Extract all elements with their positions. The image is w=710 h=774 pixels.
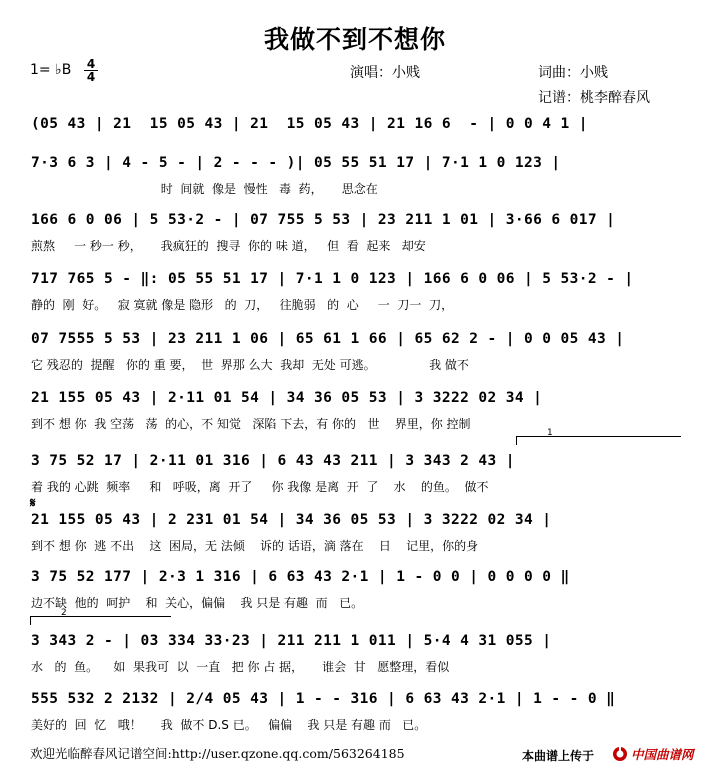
second-ending-bracket — [30, 608, 171, 625]
notation-line: 7·3 6 3 | 4 - 5 - | 2 - - - )| 05 55 51 17 | 7·1 1 0 123 | — [31, 155, 561, 171]
notation-line: 3 75 52 17 | 2·11 01 316 | 6 43 43 211 | 3 343 2 43 | — [31, 453, 515, 469]
time-signature-top: 4 — [84, 58, 98, 71]
lyric-line: 静的 刚 好。 寂 寞就 像是 隐形 的 刀， 往脆弱 的 心 一 刀一 刀， — [31, 298, 454, 312]
site-logo-icon — [612, 746, 628, 762]
composer-credit: 词曲：小贱 — [538, 65, 608, 81]
site-logo-text: 中国曲谱网 — [631, 747, 694, 762]
lyric-line: 到不 想 你 逃 不出 这 困局，无 法倾 诉的 话语，滴 落在 日 记里，你的身 — [31, 539, 479, 553]
lyric-line: 边不缺 他的 呵护 和 关心，偏偏 我 只是 有趣 而 已。 — [31, 596, 364, 610]
notation-line: 07 7555 5 53 | 23 211 1 06 | 65 61 1 66 | 65 62 2 - | 0 0 05 43 | — [31, 331, 625, 347]
time-signature-bottom: 4 — [86, 70, 96, 84]
notation-line: (05 43 | 21 15 05 43 | 21 15 05 43 | 21 16 6 - | 0 0 4 1 | — [31, 116, 588, 132]
notation-line: 21 155 05 43 | 2·11 01 54 | 34 36 05 53 | 3 3222 02 34 | — [31, 390, 543, 406]
notation-line: 3 343 2 - | 03 334 33·23 | 211 211 1 011 | 5·4 4 31 055 | — [31, 633, 552, 649]
site-logo[interactable] — [612, 745, 706, 763]
lyric-line: 到不 想 你 我 空荡 荡 的心，不 知觉 深陷 下去，有 你的 世 界里，你 控制 — [31, 417, 471, 431]
notation-line: 555 532 2 2132 | 2/4 05 43 | 1 - - 316 | 6 63 43 2·1 | 1 - - 0 ‖ — [31, 691, 616, 707]
key-signature: 1= ♭B — [30, 62, 72, 78]
notation-line: 717 765 5 - ‖: 05 55 51 17 | 7·1 1 0 123 | 166 6 0 06 | 5 53·2 - | — [31, 271, 634, 287]
singer-credit: 演唱：小贱 — [350, 65, 420, 81]
notation-line: 3 75 52 177 | 2·3 1 316 | 6 63 43 2·1 | 1 - 0 0 | 0 0 0 0 ‖ — [31, 569, 570, 585]
first-ending-label: 1 — [547, 428, 553, 438]
lyric-line: 着 我的 心跳 频率 和 呼吸，离 开了 你 我像 是离 开 了 水 的鱼。 做不 — [31, 480, 489, 494]
lyric-line: 它 残忍的 提醒 你的 重 要， 世 界那 么大 我却 无处 可逃。 我 做不 — [31, 358, 469, 372]
transcriber-credit: 记谱：桃李醉春风 — [538, 90, 650, 106]
lyric-line: 水 的 鱼。 如 果我可 以 一直 把 你 占 据， 谁会 甘 愿整理，看似 — [31, 660, 450, 674]
song-title: 我做不到不想你 — [263, 25, 446, 54]
welcome-text: 欢迎光临醉春风记谱空间:http://user.qzone.qq.com/563264185 — [30, 746, 405, 761]
upload-label: 本曲谱上传于 — [522, 749, 595, 763]
lyric-line: 煎熬 一 秒一 秒， 我疯狂的 搜寻 你的 味 道， 但 看 起来 却安 — [31, 239, 426, 253]
segno-sign: 𝄋 — [30, 496, 36, 511]
lyric-line: 美好的 回 忆 哦！ 我 做不 D.S 已。 偏偏 我 只是 有趣 而 已。 — [31, 718, 427, 732]
notation-line: 166 6 0 06 | 5 53·2 - | 07 755 5 53 | 23 211 1 01 | 3·66 6 017 | — [31, 212, 616, 228]
first-ending-bracket — [516, 428, 681, 445]
time-signature — [84, 58, 98, 83]
notation-line: 21 155 05 43 | 2 231 01 54 | 34 36 05 53 | 3 3222 02 34 | — [31, 512, 552, 528]
second-ending-label: 2 — [61, 608, 67, 618]
lyric-line: 时 间就 像是 慢性 毒 药， 思念在 — [31, 182, 378, 196]
